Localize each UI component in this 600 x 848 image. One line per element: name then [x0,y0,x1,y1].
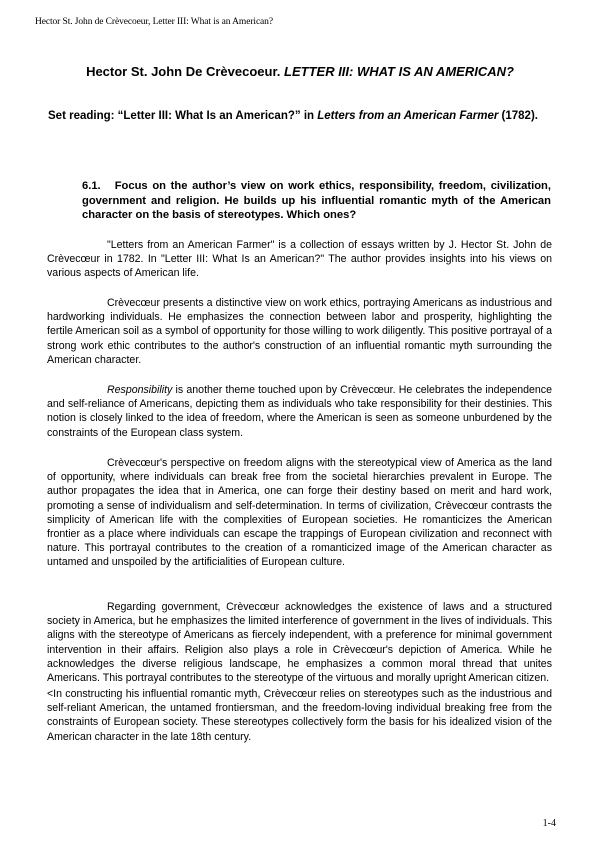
paragraph-1 [47,238,552,281]
paragraph-3-lead: Responsibility [107,384,173,396]
paragraph-5-text: Regarding government, Crèvecœur acknowledges the existence of laws and a structured society in America, but he emphasizes the limited interference of government in the lives of individuals. This aligns with the stereotype of Americans as fiercely independent, with a preference for minimal government intervention in their affairs. Religion also plays a role in Crèvecœur's depiction of America. While he acknowledges the diverse religious landscape, he emphasizes a common moral thread that unites Americans. This portrayal contributes to the stereotype of the virtuous and morally upright American citizen. [47,601,552,685]
paragraph-4-text: Crèvecœur's perspective on freedom aligns with the stereotypical view of America as the land of opportunity, where individuals can break free from the societal hierarchies prevalent in Europe. The author propagates the idea that in America, one can forge their destiny based on merit and hard work, promoting a sense of individualism and self-determination. In terms of civilization, Crèvecœur contrasts the simplicity of American life with the complexities of European societies. He romanticizes the American frontier as a place where individuals can escape the trappings of European civilization and reconnect with nature. This portrayal contributes to the creation of a romanticized image of the American character as untamed and unspoiled by the artificialities of European culture. [47,457,552,569]
title-author: Hector St. John De Crèvecoeur. [86,64,281,79]
set-reading-year: (1782). [501,110,538,122]
paragraph-6-text: <In constructing his influential romantic myth, Crèvecœur relies on stereotypes such as the industrious and self-reliant American, the untamed frontiersman, and the freedom-loving individual breaking free from the constraints of European society. These stereotypes collectively form the basis for his idealized vision of the American character in the late 18th century. [47,688,552,743]
document-title [0,64,600,79]
set-reading-prefix: Set reading: “Letter III: What Is an American?” in [48,110,318,122]
set-reading-book: Letters from an American Farmer [317,110,499,122]
paragraph-1-text: "Letters from an American Farmer" is a collection of essays written by J. Hector St. John de Crèvecœur in 1782. In "Letter III: What Is an American?" The author provides insights into his views on various aspects of American life. [47,239,552,280]
paragraph-3-text [47,383,552,440]
set-reading [48,109,558,124]
paragraph-3-rest: is another theme touched upon by Crèvecœur. He celebrates the independence and self-reliance of Americans, depicting them as individuals who take responsibility for their destinies. This notion is closely linked to the idea of freedom, where the American is seen as someone unburdened by the constraints of the European class system. [47,384,552,439]
paragraph-6 [47,687,552,744]
paragraph-4 [47,456,552,570]
question-6-1 [82,179,551,223]
page-number: 1-4 [542,818,556,829]
question-number: 6.1. [82,180,101,192]
running-header: Hector St. John de Crèvecoeur, Letter III: What is an American? [35,17,273,27]
paragraph-3 [47,383,552,440]
paragraph-2-text: Crèvecœur presents a distinctive view on work ethics, portraying Americans as industrious and hardworking individuals. He emphasizes the connection between labor and prosperity, highlighting the fertile American soil as a symbol of opportunity for those willing to work diligently. This positive portrayal of a strong work ethic contributes to the author's construction of an influential romantic myth surrounding the American character. [47,297,552,366]
title-work: LETTER III: WHAT IS AN AMERICAN? [284,64,514,79]
paragraph-2 [47,296,552,367]
paragraph-5 [47,600,552,685]
question-text: Focus on the author’s view on work ethics, responsibility, freedom, civilization, government and religion. He builds up his influential romantic myth of the American character on the basis of stereotypes. Which ones? [82,180,551,221]
